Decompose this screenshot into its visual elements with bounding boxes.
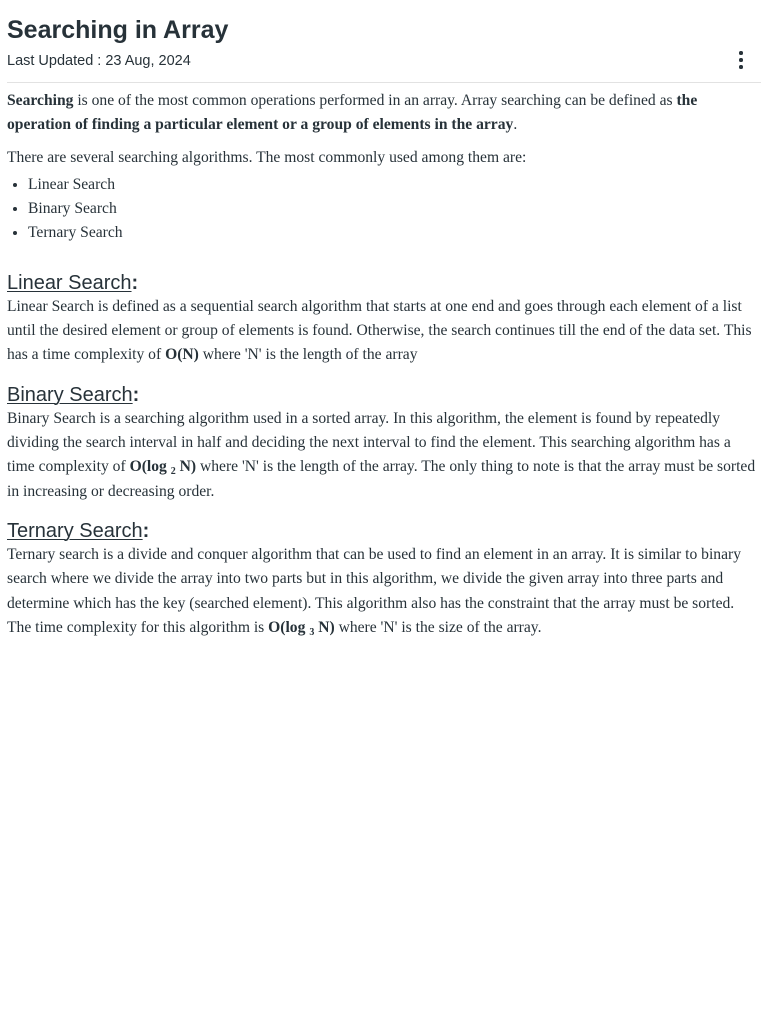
algorithms-list xyxy=(7,173,762,245)
ternary-search-heading-label: Ternary Search xyxy=(7,519,143,542)
linear-text-1: Linear Search is defined as a sequential search algorithm that starts at one end and goes through each element of a list until the desired element or group of elements is found. Otherwise, the search continues till the end of the data set. This has a time complexity of xyxy=(7,297,752,364)
last-updated-date: Last Updated : 23 Aug, 2024 xyxy=(7,53,191,69)
binary-complexity-post: N) xyxy=(175,458,197,476)
linear-complexity: O(N) xyxy=(165,346,199,364)
intro-paragraph xyxy=(7,89,762,138)
linear-search-paragraph xyxy=(7,295,762,368)
linear-text-2: where 'N' is the length of the array xyxy=(198,346,418,364)
linear-search-heading xyxy=(7,271,762,295)
binary-log-base: 2 xyxy=(170,466,176,478)
binary-complexity xyxy=(129,458,197,478)
intro-text-1: is one of the most common operations performed in an array. Array searching can be defined as xyxy=(73,92,677,109)
ternary-complexity-post: N) xyxy=(314,618,335,636)
ternary-text-2: where 'N' is the size of the array. xyxy=(334,618,542,636)
intro-bold-definition: the operation of finding a particular element or a group of elements in the array xyxy=(7,92,698,134)
binary-text-2: where 'N' is the length of the array. The only thing to note is that the array must be sorted in increasing or decreasing order. xyxy=(7,458,756,500)
binary-search-heading xyxy=(7,383,762,407)
article-header xyxy=(7,0,761,83)
binary-text-1: Binary Search is a searching algorithm used in a sorted array. In this algorithm, the element is found by repeatedly dividing the search interval in half and deciding the next interval to find the element. This searching algorithm has a time complexity of xyxy=(7,409,731,476)
heading-colon: : xyxy=(132,383,140,406)
binary-search-paragraph xyxy=(7,407,762,504)
binary-complexity-pre: O(log xyxy=(129,458,171,476)
ternary-search-paragraph xyxy=(7,543,762,640)
intro-text-2: . xyxy=(513,116,518,134)
ternary-complexity-pre: O(log xyxy=(268,618,310,636)
intro-bold-lead: Searching xyxy=(7,92,74,109)
ternary-text-1: Ternary search is a divide and conquer algorithm that can be used to find an element in an array. It is similar to binary search where we divide the array into two parts but in this algorithm, we divide the given array into three parts and determine which has the key (searched element). This algorithm also has the constraint that the array must be sorted. The time complexity for this algorithm is xyxy=(7,545,742,636)
algorithms-intro: There are several searching algorithms. The most commonly used among them are: xyxy=(7,148,527,166)
ternary-complexity xyxy=(268,619,335,636)
ternary-log-base: 3 xyxy=(309,626,315,638)
ternary-search-heading xyxy=(7,519,762,543)
heading-colon: : xyxy=(142,519,150,542)
page-title: Searching in Array xyxy=(7,16,229,44)
heading-colon: : xyxy=(131,271,139,294)
more-vertical-icon[interactable] xyxy=(733,50,749,70)
binary-search-heading-label: Binary Search xyxy=(7,383,133,406)
list-item: • Binary Search xyxy=(28,197,762,221)
list-item: • Linear Search xyxy=(28,173,762,197)
linear-search-heading-label: Linear Search xyxy=(7,271,132,294)
list-item: • Ternary Search xyxy=(28,221,762,245)
article-body xyxy=(7,89,762,640)
